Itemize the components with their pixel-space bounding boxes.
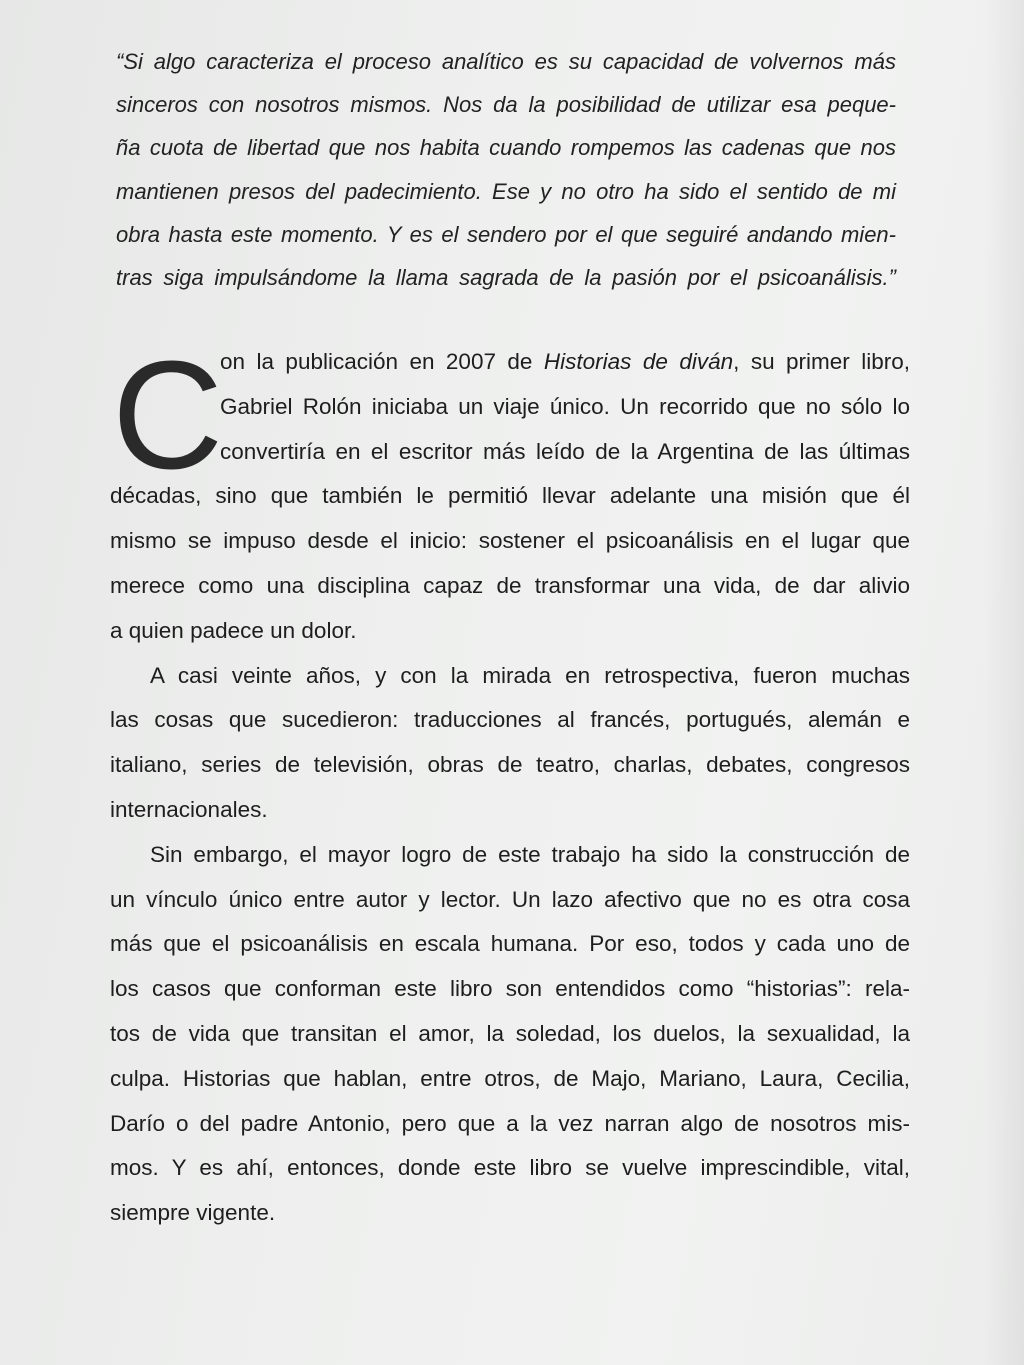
drop-cap-letter: C bbox=[112, 329, 224, 501]
paragraph-line: los casos que conforman este libro son entendidos como “historias”: rela- bbox=[110, 976, 910, 1002]
paragraph-line: las cosas que sucedieron: traducciones al francés, portugués, alemán e bbox=[110, 707, 910, 733]
book-title-historias-de-divan: Historias de diván bbox=[543, 349, 734, 374]
paragraph-line: tos de vida que transitan el amor, la soledad, los duelos, la sexualidad, la bbox=[110, 1020, 910, 1046]
paragraph-2 bbox=[110, 654, 910, 833]
paragraph-line: más que el psicoanálisis en escala humana. Por eso, todos y cada uno de bbox=[110, 931, 910, 957]
paragraph-line: un vínculo único entre autor y lector. Un lazo afectivo que no es otra cosa bbox=[110, 886, 910, 912]
paragraph-1-rest bbox=[110, 474, 910, 653]
paragraph-line: Gabriel Rolón iniciaba un viaje único. Un recorrido que no sólo lo bbox=[220, 393, 910, 419]
paragraph-line: Darío o del padre Antonio, pero que a la vez narran algo de nosotros mis- bbox=[110, 1110, 910, 1136]
paragraph-line: Sin embargo, el mayor logro de este trabajo ha sido la construcción de bbox=[150, 841, 910, 867]
paragraph-line: internacionales. bbox=[110, 796, 268, 822]
text-run: , su primer libro, bbox=[733, 349, 910, 374]
paragraph-1-intro bbox=[110, 340, 910, 474]
quote-line: mantienen presos del padecimiento. Ese y no otro ha sido el sentido de mi bbox=[116, 178, 896, 204]
page-edge-shadow bbox=[984, 0, 1024, 1365]
epigraph-quote bbox=[116, 40, 896, 299]
paragraph-line bbox=[110, 340, 910, 385]
text-run: on la publicación en 2007 de bbox=[220, 349, 544, 374]
quote-line: “Si algo caracteriza el proceso analítico es su capacidad de volvernos más bbox=[116, 49, 896, 74]
paragraph-line: convertiría en el escritor más leído de la Argentina de las últimas bbox=[220, 438, 910, 464]
paragraph-line: mismo se impuso desde el inicio: sostener el psicoanálisis en el lugar que bbox=[110, 528, 910, 554]
quote-line: ña cuota de libertad que nos habita cuando rompemos las cadenas que nos bbox=[116, 135, 896, 161]
paragraph-line: mos. Y es ahí, entonces, donde este libro se vuelve imprescindible, vital, bbox=[110, 1155, 910, 1181]
paragraph-line: siempre vigente. bbox=[110, 1200, 276, 1226]
paragraph-line: culpa. Historias que hablan, entre otros, de Majo, Mariano, Laura, Cecilia, bbox=[110, 1065, 910, 1091]
quote-line: tras siga impulsándome la llama sagrada de la pasión por el psicoanálisis.” bbox=[116, 265, 896, 291]
paragraph-line: décadas, sino que también le permitió llevar adelante una misión que él bbox=[110, 483, 910, 509]
paragraph-line: italiano, series de televisión, obras de teatro, charlas, debates, congresos bbox=[110, 752, 910, 778]
paragraph-line: A casi veinte años, y con la mirada en retrospectiva, fueron muchas bbox=[150, 662, 910, 688]
synopsis-body bbox=[110, 329, 910, 1236]
quote-line: sinceros con nosotros mismos. Nos da la posibilidad de utilizar esa peque- bbox=[116, 92, 896, 118]
quote-line: obra hasta este momento. Y es el sendero por el que seguiré andando mien- bbox=[116, 221, 896, 247]
paragraph-line: a quien padece un dolor. bbox=[110, 617, 357, 643]
paragraph-3 bbox=[110, 833, 910, 1236]
paragraph-line: merece como una disciplina capaz de transformar una vida, de dar alivio bbox=[110, 572, 910, 598]
